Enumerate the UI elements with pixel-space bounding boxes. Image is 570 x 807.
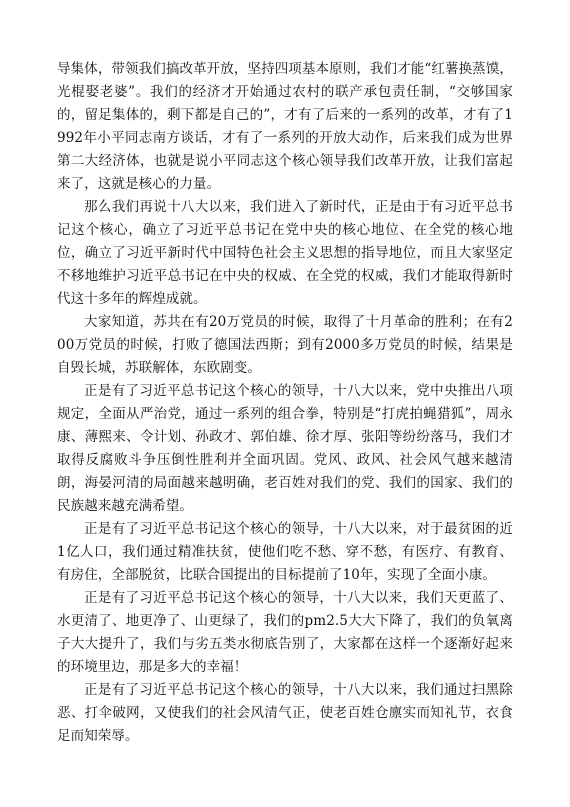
paragraph-7: 正是有了习近平总书记这个核心的领导，十八大以来，我们通过扫黑除恶、打伞破网，又使我们的社会风清气正，使老百姓仓廪实而知礼节，衣食足而知荣辱。 [57, 682, 513, 744]
paragraph-1: 导集体，带领我们搞改革开放，坚持四项基本原则，我们才能“红薯换蒸馍，光棍娶老婆”。我们的经济才开始通过农村的联产承包责任制，“交够国家的，留足集体的，剩下都是自己的”，才有了后来的一系列的改革，才有了1992年小平同志南方谈话，才有了一系列的开放大动作，后来我们成为世界第二大经济体，也就是说小平同志这个核心领导我们改革开放，让我们富起来了，这就是核心的力量。 [57, 61, 513, 192]
paragraph-3: 大家知道，苏共在有20万党员的时候，取得了十月革命的胜利；在有200万党员的时候，打败了德国法西斯；到有2000多万党员的时候，结果是自毁长城，苏联解体，东欧剧变。 [57, 314, 513, 376]
document-page [57, 58, 513, 748]
paragraph-2: 那么我们再说十八大以来，我们进入了新时代，正是由于有习近平总书记这个核心，确立了习近平总书记在党中央的核心地位、在全党的核心地位，确立了习近平新时代中国特色社会主义思想的指导地位，而且大家坚定不移地维护习近平总书记在中央的权威、在全党的权威，我们才能取得新时代这十多年的辉煌成就。 [57, 199, 513, 307]
paragraph-4: 正是有了习近平总书记这个核心的领导，十八大以来，党中央推出八项规定，全面从严治党，通过一系列的组合拳，特别是“打虎拍蝇猎狐”，周永康、薄熙来、令计划、孙政才、郭伯雄、徐才厚、张阳等纷纷落马，我们才取得反腐败斗争压倒性胜利并全面巩固。党风、政风、社会风气越来越清朗，海晏河清的局面越来越明确，老百姓对我们的党、我们的国家、我们的民族越来越充满希望。 [57, 383, 513, 514]
paragraph-6: 正是有了习近平总书记这个核心的领导，十八大以来，我们天更蓝了、水更清了、地更净了、山更绿了，我们的pm2.5大大下降了，我们的负氧离子大大提升了，我们与劣五类水彻底告别了，大家都在这样一个逐渐好起来的环境里边，那是多大的幸福！ [57, 590, 513, 675]
paragraph-5: 正是有了习近平总书记这个核心的领导，十八大以来，对于最贫困的近1亿人口，我们通过精准扶贫，使他们吃不愁、穿不愁，有医疗、有教育、有房住，全部脱贫，比联合国提出的目标提前了10年，实现了全面小康。 [57, 521, 513, 583]
